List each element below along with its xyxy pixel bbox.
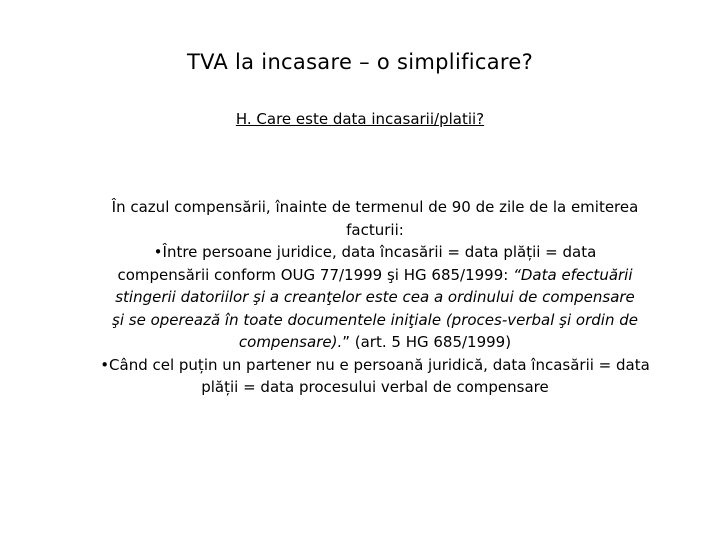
intro-line: În cazul compensării, înainte de termenul de 90 de zile de la emiterea [111, 198, 639, 216]
bullet-item-continuation [55, 331, 695, 354]
slide-subtitle: H. Care este data incasarii/platii? [235, 110, 485, 128]
slide-title: TVA la incasare – o simplificare? [186, 50, 534, 74]
bullet-citation: ” (art. 5 HG 685/1999) [342, 333, 512, 351]
bullet-item: •Între persoane juridice, data încasării = data plății = data [153, 243, 597, 261]
slide-body [55, 196, 695, 399]
bullet-item: •Când cel puțin un partener nu e persoană juridică, data încasării = data [100, 355, 650, 374]
bullet-quote: stingerii datoriilor şi a creanţelor este cea a ordinului de compensare [115, 288, 635, 306]
bullet-item-continuation [55, 264, 695, 287]
bullet-quote: compensare). [238, 333, 343, 351]
bullet-quote: şi se operează în toate documentele iniţiale (proces-verbal şi ordin de [112, 310, 638, 329]
bullet-item-continuation: plății = data procesului verbal de compensare [201, 378, 549, 396]
bullet-text: compensării conform OUG 77/1999 şi HG 685/1999: [117, 265, 514, 284]
bullet-quote: “Data efectuării [513, 265, 633, 284]
intro-line: facturii: [346, 220, 404, 239]
